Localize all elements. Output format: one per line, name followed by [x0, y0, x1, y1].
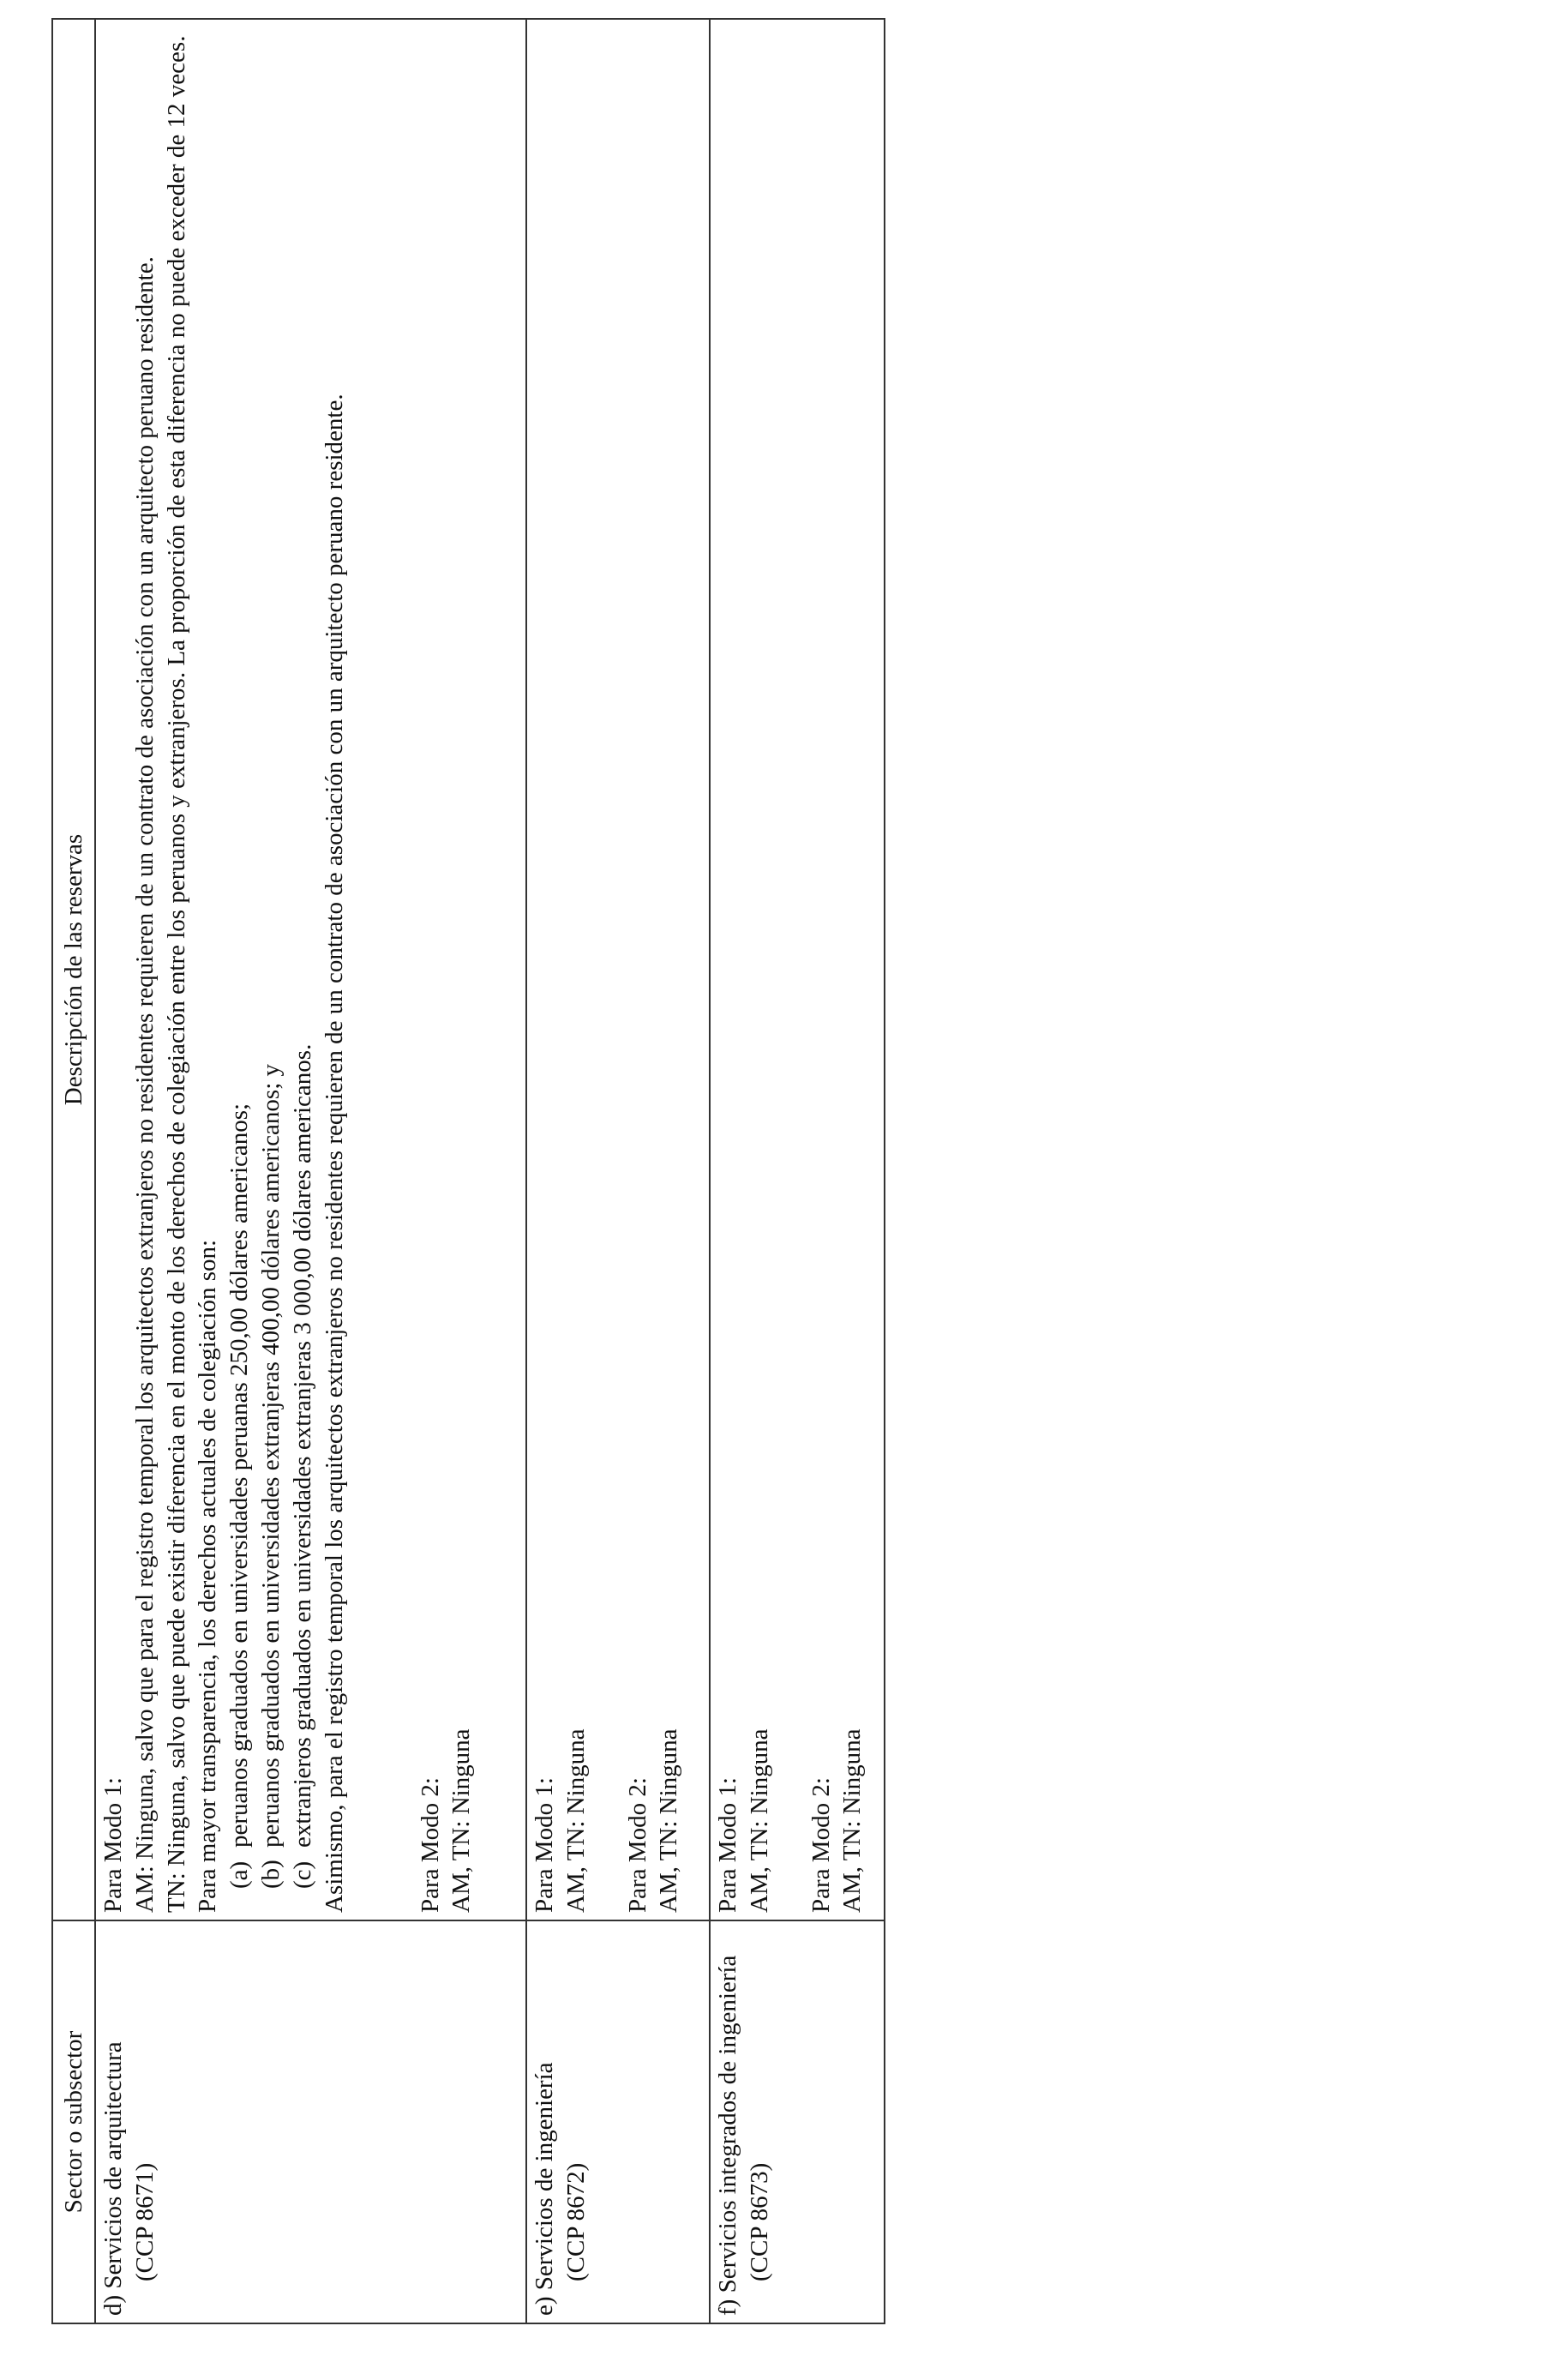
list-letter: (b)	[257, 1860, 285, 1889]
description-cell	[526, 19, 710, 1920]
table-row	[526, 19, 710, 2323]
mode1-label: Para Modo 1:	[714, 1777, 741, 1913]
sector-name: f) Servicios integrados de ingeniería	[714, 1955, 741, 2316]
list-text: peruanos graduados en universidades peruanas 250,00 dólares americanos;	[225, 1103, 254, 1848]
mode2-label: Para Modo 2:	[807, 1777, 835, 1913]
description-cell	[710, 19, 885, 1920]
sector-cell	[710, 1920, 885, 2323]
list-text: peruanos graduados en universidades extranjeras 400,00 dólares americanos; y	[257, 1064, 285, 1848]
mode1-text: AM, TN: Ninguna	[745, 1728, 773, 1913]
header-description: Descripción de las reservas	[52, 19, 95, 1920]
sector-cell	[95, 1920, 526, 2323]
list-item	[255, 28, 287, 1913]
mode2-label: Para Modo 2:	[623, 1777, 651, 1913]
mode2-text: AM, TN: Ninguna	[838, 1728, 867, 1913]
list-text: extranjeros graduados en universidades extranjeras 3 000,00 dólares americanos.	[288, 1043, 316, 1848]
sector-code: (CCP 8672)	[561, 2162, 590, 2281]
list-letter: (a)	[225, 1860, 254, 1889]
table-row	[95, 19, 526, 2323]
list-item	[224, 28, 255, 1913]
am-reservation: AM: Ninguna, salvo que para el registro temporal los arquitectos extranjeros no residentes requieren de un contrato de asociación con un arquitecto peruano residente.	[130, 256, 159, 1913]
reservations-table	[51, 18, 885, 2324]
mode2-text: AM, TN: Ninguna	[655, 1728, 683, 1913]
table-row	[710, 19, 885, 2323]
mode1-text: AM, TN: Ninguna	[561, 1728, 590, 1913]
list-item	[287, 28, 319, 1913]
mode2-text: AM, TN: Ninguna	[447, 1728, 476, 1913]
mode1-label: Para Modo 1:	[531, 1777, 558, 1913]
list-letter: (c)	[288, 1860, 316, 1889]
table-header-row	[52, 19, 95, 2323]
mode2-label: Para Modo 2:	[416, 1777, 444, 1913]
sector-name: d) Servicios de arquitectura	[99, 2041, 127, 2316]
tn-reservation: TN: Ninguna, salvo que puede existir diferencia en el monto de los derechos de colegiación entre los peruanos y extranjeros. La proporción de esta diferencia no puede exceder de 12 veces. Para mayor transparencia, los derechos actuales de colegiación son:	[162, 35, 222, 1913]
sector-code: (CCP 8673)	[745, 2162, 773, 2281]
mode1-label: Para Modo 1:	[99, 1777, 127, 1913]
description-cell	[95, 19, 526, 1920]
sector-name: e) Servicios de ingeniería	[531, 2062, 558, 2316]
header-sector: Sector o subsector	[52, 1920, 95, 2323]
asimismo-paragraph: Asimismo, para el registro temporal los arquitectos extranjeros no residentes requieren de un contrato de asociación con un arquitecto peruano residente.	[320, 394, 348, 1913]
sector-code: (CCP 8671)	[130, 2162, 159, 2281]
sector-cell	[526, 1920, 710, 2323]
